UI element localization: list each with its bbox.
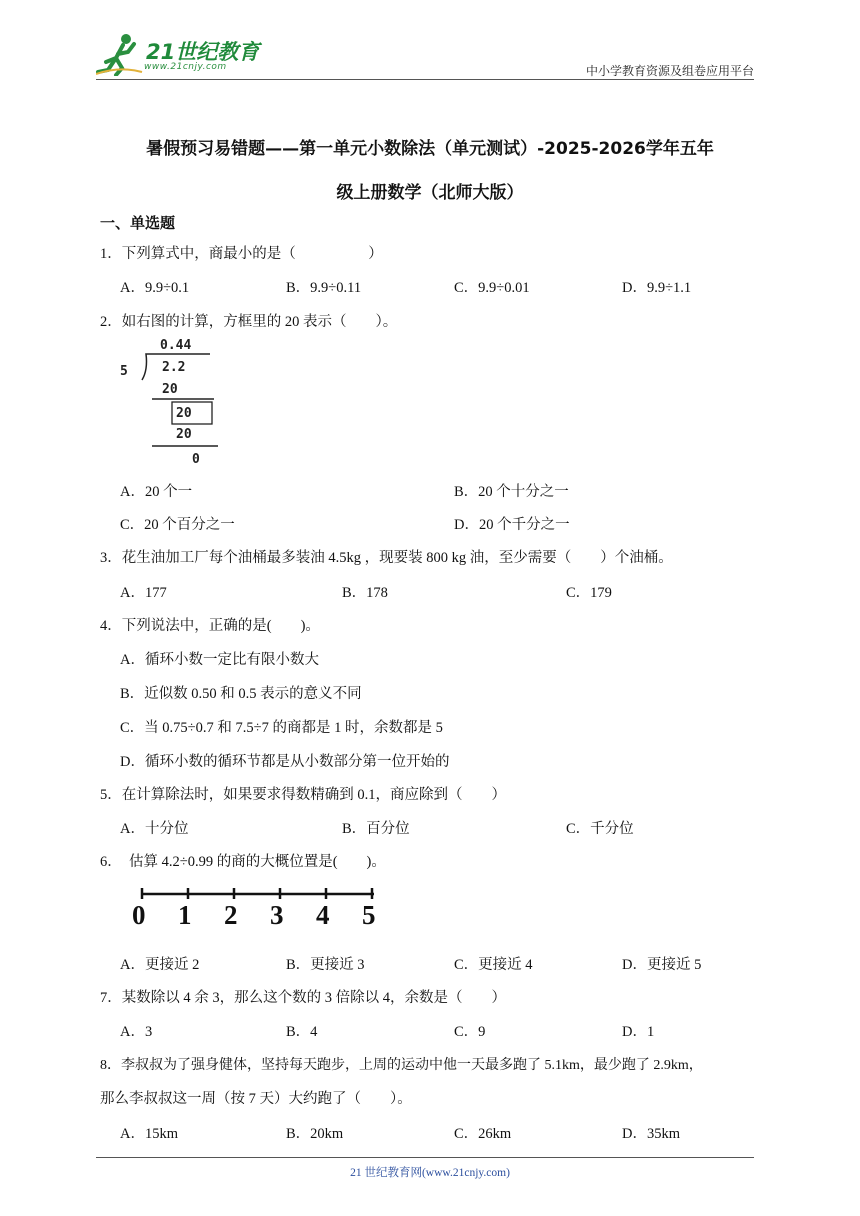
- question-6-option-c[interactable]: C．更接近 4: [454, 957, 533, 973]
- question-8-option-a[interactable]: A．15km: [120, 1126, 178, 1142]
- long-division-figure: [118, 336, 228, 471]
- footer-link[interactable]: 21 世纪教育网(www.21cnjy.com): [350, 1167, 510, 1179]
- question-2-option-d[interactable]: D．20 个千分之一: [454, 517, 570, 533]
- division-step-boxed: 20: [176, 406, 192, 421]
- logo-url: www.21cnjy.com: [144, 62, 227, 72]
- page-title-line2: 级上册数学（北师大版）: [336, 183, 524, 203]
- division-remainder: 0: [192, 452, 200, 467]
- question-5-option-b[interactable]: B．百分位: [342, 821, 410, 837]
- division-step: 20: [176, 427, 192, 442]
- question-5-option-a[interactable]: A．十分位: [120, 821, 189, 837]
- question-6-option-d[interactable]: D．更接近 5: [622, 957, 702, 973]
- question-7-option-d[interactable]: D．1: [622, 1024, 655, 1040]
- question-3-option-c[interactable]: C．179: [566, 585, 612, 601]
- question-2-stem: 2．如右图的计算，方框里的 20 表示（ ）。: [100, 314, 398, 330]
- question-4-stem: 4．下列说法中，正确的是( )。: [100, 618, 320, 634]
- question-7-option-c[interactable]: C．9: [454, 1024, 486, 1040]
- quotient: 0.44: [160, 338, 192, 353]
- question-4-option-a[interactable]: A．循环小数一定比有限小数大: [120, 652, 319, 668]
- number-line-tick-label: 3: [270, 900, 284, 930]
- question-8-option-d[interactable]: D．35km: [622, 1126, 680, 1142]
- number-line-tick-label: 0: [132, 900, 146, 930]
- number-line-axis: [128, 886, 388, 936]
- question-1-option-b[interactable]: B．9.9÷0.11: [286, 280, 362, 296]
- question-5-option-c[interactable]: C．千分位: [566, 821, 634, 837]
- division-bracket-lines: [118, 336, 228, 471]
- question-7-stem: 7．某数除以 4 余 3，那么这个数的 3 倍除以 4，余数是（ ）: [100, 990, 506, 1006]
- site-logo: [96, 32, 266, 78]
- question-6-stem: 6． 估算 4.2÷0.99 的商的大概位置是( )。: [100, 854, 386, 870]
- platform-label: 中小学教育资源及组卷应用平台: [585, 64, 754, 78]
- header-divider: [96, 79, 754, 80]
- logo-text: 21世纪教育: [146, 40, 260, 64]
- question-1-option-c[interactable]: C．9.9÷0.01: [454, 280, 530, 296]
- question-4-option-d[interactable]: D．循环小数的循环节都是从小数部分第一位开始的: [120, 754, 450, 770]
- question-7-option-a[interactable]: A．3: [120, 1024, 153, 1040]
- question-8-option-c[interactable]: C．26km: [454, 1126, 512, 1142]
- number-line-tick-label: 5: [362, 900, 376, 930]
- number-line-tick-label: 2: [224, 900, 238, 930]
- running-man-icon: [96, 32, 144, 76]
- question-6-option-b[interactable]: B．更接近 3: [286, 957, 365, 973]
- question-1-option-d[interactable]: D．9.9÷1.1: [622, 280, 692, 296]
- section-heading: 一、单选题: [100, 214, 176, 232]
- question-8-stem-continued: 那么李叔叔这一周（按 7 天）大约跑了（ ）。: [100, 1091, 412, 1107]
- question-1-option-a[interactable]: A．9.9÷0.1: [120, 280, 190, 296]
- question-6-option-a[interactable]: A．更接近 2: [120, 957, 200, 973]
- question-2-option-a[interactable]: A．20 个一: [120, 484, 193, 500]
- question-2-option-c[interactable]: C．20 个百分之一: [120, 517, 235, 533]
- question-4-option-c[interactable]: C．当 0.75÷0.7 和 7.5÷7 的商都是 1 时，余数都是 5: [120, 720, 443, 736]
- footer-divider: [96, 1157, 754, 1158]
- question-7-option-b[interactable]: B．4: [286, 1024, 318, 1040]
- question-4-option-b[interactable]: B．近似数 0.50 和 0.5 表示的意义不同: [120, 686, 362, 702]
- division-step: 20: [162, 382, 178, 397]
- number-line: [128, 886, 388, 936]
- question-2-option-b[interactable]: B．20 个十分之一: [454, 484, 569, 500]
- dividend: 2.2: [162, 360, 186, 375]
- question-1-stem: 1．下列算式中，商最小的是（ ）: [100, 246, 383, 262]
- page-title-line1: 暑假预习易错题——第一单元小数除法（单元测试）-2025-2026学年五年: [146, 139, 714, 159]
- question-3-option-b[interactable]: B．178: [342, 585, 388, 601]
- question-5-stem: 5．在计算除法时，如果要求得数精确到 0.1，商应除到（ ）: [100, 787, 506, 803]
- question-3-option-a[interactable]: A．177: [120, 585, 167, 601]
- question-8-stem: 8．李叔叔为了强身健体，坚持每天跑步，上周的运动中他一天最多跑了 5.1km，最少跑了 2.9km，: [100, 1058, 703, 1073]
- number-line-tick-label: 4: [316, 900, 330, 930]
- number-line-tick-label: 1: [178, 900, 192, 930]
- question-8-option-b[interactable]: B．20km: [286, 1126, 344, 1142]
- divisor: 5: [120, 364, 128, 379]
- question-3-stem: 3．花生油加工厂每个油桶最多装油 4.5kg ，现要装 800 kg 油，至少需要（ ）个油桶。: [100, 550, 673, 566]
